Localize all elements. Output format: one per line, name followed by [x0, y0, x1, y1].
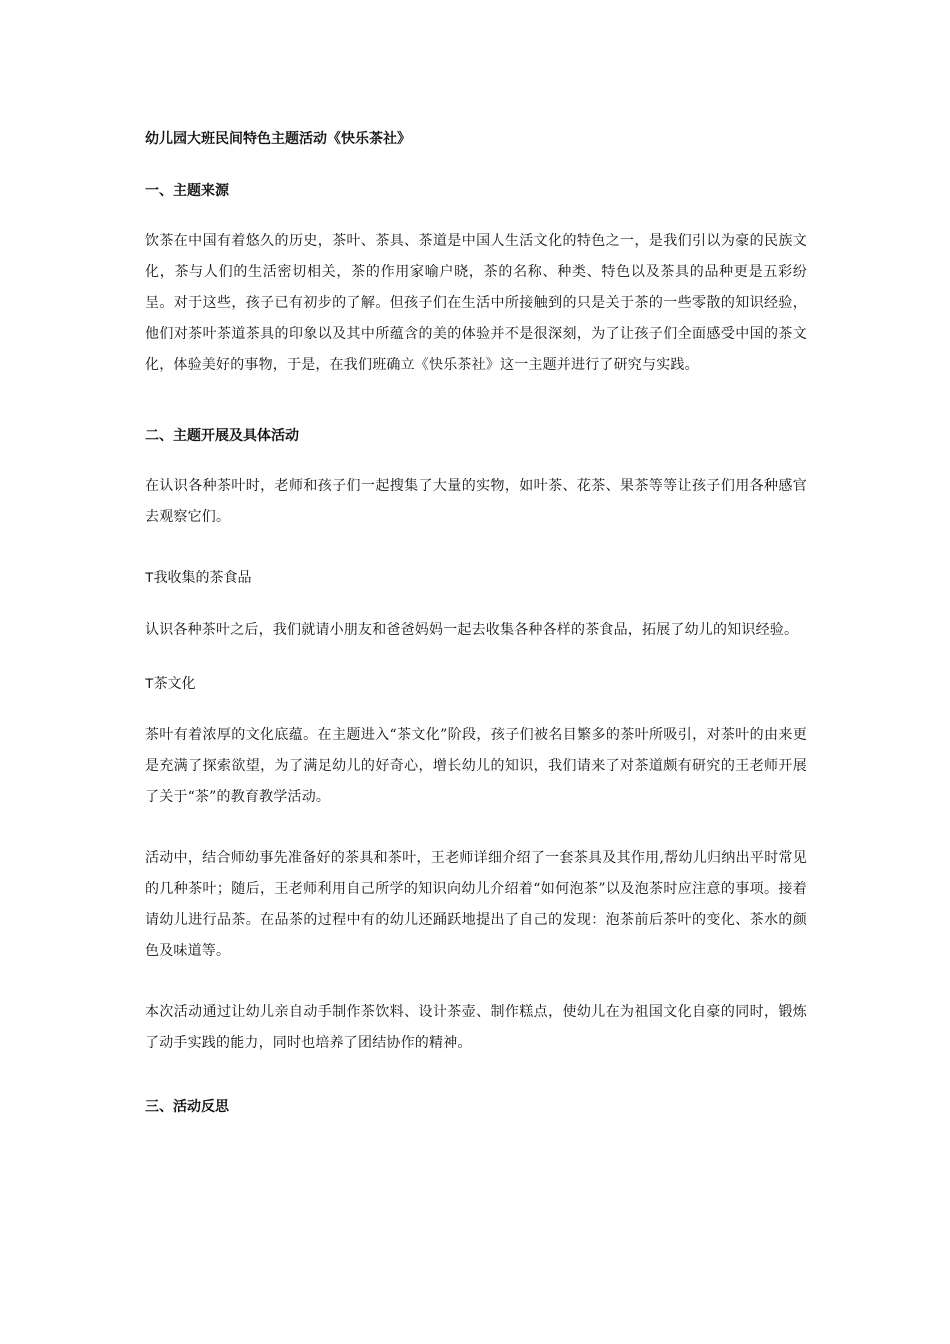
tea-culture-paragraph-2: 活动中，结合师幼事先准备好的茶具和茶叶，王老师详细介绍了一套茶具及其作用,帮幼儿归纳出平时常见的几种茶叶；随后，王老师利用自己所学的知识向幼儿介绍着“如何泡茶”以及泡茶时应注意的事项。接着请幼儿进行品茶。在品茶的过程中有的幼儿还踊跃地提出了自己的发现：泡茶前后茶叶的变化、茶水的颜色及味道等。: [145, 850, 807, 959]
subheading-tea-culture: [145, 673, 807, 694]
section-2-intro: 在认识各种茶叶时，老师和孩子们一起搜集了大量的实物，如叶茶、花茶、果茶等等让孩子们用各种感官去观察它们。: [145, 478, 807, 525]
subheading-tea-food: [145, 567, 807, 588]
subheading-marker: T: [145, 569, 154, 585]
subheading-label: 我收集的茶食品: [153, 570, 252, 586]
tea-culture-paragraph-3: 本次活动通过让幼儿亲自动手制作茶饮料、设计茶壶、制作糕点，使幼儿在为祖国文化自豪的同时，锻炼了动手实践的能力，同时也培养了团结协作的精神。: [145, 1004, 807, 1051]
subheading-label: 茶文化: [153, 676, 196, 692]
section-heading-2: 二、主题开展及具体活动: [145, 428, 299, 444]
section-1-paragraph: 饮茶在中国有着悠久的历史，茶叶、茶具、茶道是中国人生活文化的特色之一，是我们引以为豪的民族文化，茶与人们的生活密切相关，茶的作用家喻户晓，茶的名称、种类、特色以及茶具的品种更是五彩纷呈。对于这些，孩子已有初步的了解。但孩子们在生活中所接触到的只是关于茶的一些零散的知识经验，他们对茶叶茶道茶具的印象以及其中所蕴含的美的体验并不是很深刻，为了让孩子们全面感受中国的茶文化，体验美好的事物，于是，在我们班确立《快乐茶社》这一主题并进行了研究与实践。: [145, 233, 807, 373]
section-heading-3: 三、活动反思: [145, 1099, 229, 1115]
tea-food-paragraph: 认识各种茶叶之后，我们就请小朋友和爸爸妈妈一起去收集各种各样的茶食品，拓展了幼儿的知识经验。: [145, 622, 799, 638]
subheading-marker: T: [145, 675, 154, 691]
document-title: 幼儿园大班民间特色主题活动《快乐茶社》: [145, 131, 411, 147]
section-heading-1: 一、主题来源: [145, 183, 229, 199]
tea-culture-paragraph-1: 茶叶有着浓厚的文化底蕴。在主题进入“茶文化”阶段，孩子们被名目繁多的茶叶所吸引，对茶叶的由来更是充满了探索欲望，为了满足幼儿的好奇心，增长幼儿的知识，我们请来了对茶道颇有研究的王老师开展了关于“茶”的教育教学活动。: [145, 727, 807, 805]
